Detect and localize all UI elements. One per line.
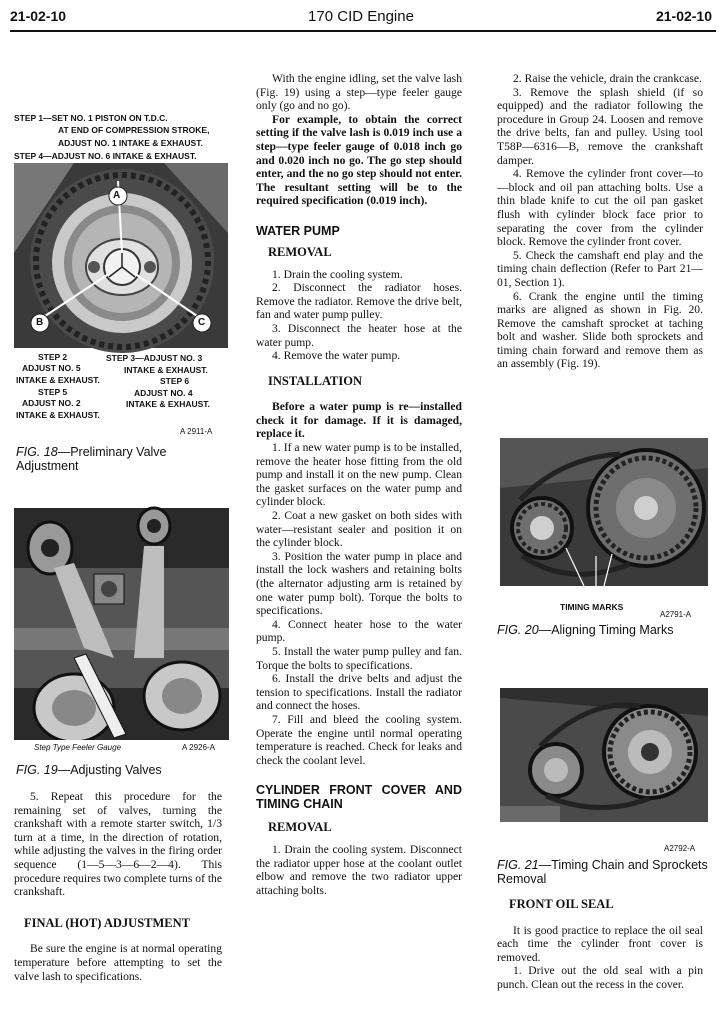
col2-heading-cover: CYLINDER FRONT COVER AND TIMING CHAIN — [256, 783, 462, 812]
fig18-caption-text: —Preliminary Valve Adjustment — [16, 445, 167, 473]
col3-cover-3: 3. Remove the splash shield (if so equipped) and the radiator following the procedure in Group 24. Loosen and remove the drive belts, fan and pulley. Using tool T58P—6316—B, remove the crankshaft damper. — [497, 85, 703, 167]
col3-heading-front-oil-seal: FRONT OIL SEAL — [509, 897, 614, 911]
col2-install-warning: Before a water pump is re—installed check it for damage. If it is damaged, replace it. — [256, 400, 462, 441]
fig18-mark-c: C — [198, 317, 206, 328]
fig19-caption-text: —Adjusting Valves — [57, 763, 162, 777]
col3-cover-5: 5. Check the camshaft end play and the timing chain deflection (Refer to Part 21—01, Section 1). — [497, 248, 703, 289]
col2-heading-water-pump: WATER PUMP — [256, 223, 340, 238]
col3-cover-4: 4. Remove the cylinder front cover—to—block and oil pan attaching bolts. Use a thin blade knife to cut the oil pan gasket flush with cylinder block face prior to separating the cover from the cylinder block. Remove the cylinder front cover. — [497, 167, 703, 249]
fig18-step6-line2: ADJUST NO. 4 — [134, 388, 193, 398]
fig18-step2-line1: STEP 2 — [38, 352, 68, 362]
fig18-damper-illustration — [14, 163, 228, 348]
col1-step5: 5. Repeat this procedure for the remaining set of valves, turning the crankshaft with a remote starter switch, 1/3 turn at a time, in the direction of rotation, while adjusting the valves in the firing order sequence (1—5—3—6—2—4). This procedure requires two complete turns of the crankshaft. — [14, 790, 222, 899]
col2-install-3: 3. Position the water pump in place and install the lock washers and retaining bolts (the alternator adjusting arm is retained by one water pump bolt). Torque the bolts to specifications. — [256, 549, 462, 618]
col2-removal-2: 2. Disconnect the radiator hoses. Remove the radiator. Remove the drive belt, fan and water pump pulley. — [256, 281, 462, 322]
fig19-ref: A 2926-A — [182, 743, 215, 752]
fig21-caption-number: FIG. 21 — [497, 858, 539, 872]
fig18-mark-a: A — [113, 190, 121, 201]
fig20-timing-marks-label: TIMING MARKS — [560, 602, 624, 612]
col2-removal-3: 3. Disconnect the heater hose at the water pump. — [256, 321, 462, 349]
col3-seal-1: 1. Drive out the old seal with a pin punch. Clean out the recess in the cover. — [497, 964, 703, 991]
fig20-caption — [497, 623, 709, 637]
col2-cover-1: 1. Drain the cooling system. Disconnect the radiator upper hose at the coolant outlet elbow and remove the two radiator upper attaching bolts. — [256, 842, 462, 897]
fig21-ref: A2792-A — [664, 844, 696, 853]
fig18-step5-line3: INTAKE & EXHAUST. — [16, 410, 100, 420]
fig20-caption-text: —Aligning Timing Marks — [538, 623, 674, 637]
fig18-step3-line1: STEP 3—ADJUST NO. 3 — [106, 353, 203, 363]
fig18-step6-line1: STEP 6 — [160, 376, 190, 386]
fig19-rocker-arm-photo — [14, 508, 229, 754]
fig19-caption-number: FIG. 19 — [16, 763, 58, 777]
col2-heading-removal-2: REMOVAL — [268, 820, 332, 835]
fig20-timing-photo — [500, 438, 708, 612]
fig18-step2-line3: INTAKE & EXHAUST. — [16, 375, 100, 385]
header-rule — [10, 30, 716, 32]
fig18-step3-line2: INTAKE & EXHAUST. — [124, 365, 208, 375]
fig19-label: Step Type Feeler Gauge — [34, 743, 122, 752]
col2-removal-1: 1. Drain the cooling system. — [272, 267, 403, 281]
fig20-caption-number: FIG. 20 — [497, 623, 539, 637]
fig18-step5-line2: ADJUST NO. 2 — [22, 398, 81, 408]
fig18-step4: STEP 4—ADJUST NO. 6 INTAKE & EXHAUST. — [14, 151, 197, 161]
fig20-ref: A2791-A — [660, 610, 692, 619]
column-3-bottom — [497, 898, 703, 992]
fig18-ref: A 2911-A — [180, 427, 213, 436]
fig18-caption — [16, 445, 226, 473]
col2-install-2: 2. Coat a new gasket on both sides with water—resistant sealer and position it on the cylinder block. — [256, 509, 462, 550]
col2-install-6: 6. Install the drive belts and adjust the tension to specifications. Install the radiator and connect the hoses. — [256, 672, 462, 713]
column-3-top — [497, 72, 703, 371]
col3-cover-6: 6. Crank the engine until the timing marks are aligned as shown in Fig. 20. Remove the camshaft sprocket at taching bolt and washer. Slide both sprockets and timing chain forward and remove them as an assembly (Fig. 19). — [497, 289, 703, 371]
col3-seal-intro: It is good practice to replace the oil seal each time the cylinder front cover is removed. — [497, 923, 703, 964]
col1-heading-final: FINAL (HOT) ADJUSTMENT — [24, 915, 190, 930]
col2-install-1: 1. If a new water pump is to be installed, remove the heater hose fitting from the old pump and install it on the new pump. Clean the gasket surfaces on the water pump and cylinder block. — [256, 441, 462, 509]
col2-install-5: 5. Install the water pump pulley and fan. Torque the bolts to specifications. — [256, 644, 462, 672]
fig18-step6-line3: INTAKE & EXHAUST. — [126, 399, 210, 409]
fig18-step2-line2: ADJUST NO. 5 — [22, 363, 81, 373]
fig18-caption-number: FIG. 18 — [16, 445, 58, 459]
fig18-step5-line1: STEP 5 — [38, 387, 68, 397]
fig21-caption-text: —Timing Chain and Sprockets Removal — [497, 858, 708, 886]
column-2 — [256, 72, 462, 897]
fig21-caption — [497, 858, 709, 886]
page-number-right: 21-02-10 — [655, 8, 712, 24]
col3-cover-2: 2. Raise the vehicle, drain the crankcase. — [513, 72, 702, 85]
fig21-sprocket-removal-photo — [500, 688, 708, 822]
col2-heading-removal: REMOVAL — [268, 244, 332, 259]
fig18-step1-line3: ADJUST NO. 1 INTAKE & EXHAUST. — [58, 138, 203, 148]
column-1 — [14, 790, 222, 983]
fig18-step1-line1: STEP 1—SET NO. 1 PISTON ON T.D.C. — [14, 113, 168, 123]
col2-example: For example, to obtain the correct setting if the valve lash is 0.019 inch use a step—type feeler gauge of 0.018 inch go and 0.020 inch no go. The go step should enter, and the no go step should not enter. The resultant setting will be to the required specification (0.019 inch). — [256, 112, 462, 208]
col2-idle: With the engine idling, set the valve lash (Fig. 19) using a step—type feeler gauge only (go and no go). — [256, 72, 462, 113]
fig19-caption — [16, 763, 226, 777]
col2-removal-4: 4. Remove the water pump. — [272, 349, 401, 363]
col1-final-text: Be sure the engine is at normal operating temperature before attempting to set the valve lash to specifications. — [14, 942, 222, 983]
fig18-mark-b: B — [36, 317, 44, 328]
col2-heading-installation: INSTALLATION — [268, 373, 363, 388]
page-title: 170 CID Engine — [308, 8, 414, 25]
col2-install-7: 7. Fill and bleed the cooling system. Operate the engine until normal operating temperature is reached. Check for leaks and check the coolant level. — [256, 712, 462, 767]
col2-install-4: 4. Connect heater hose to the water pump. — [256, 617, 462, 645]
page-number-left: 21-02-10 — [10, 8, 67, 24]
fig18-step1-line2: AT END OF COMPRESSION STROKE, — [58, 125, 210, 135]
